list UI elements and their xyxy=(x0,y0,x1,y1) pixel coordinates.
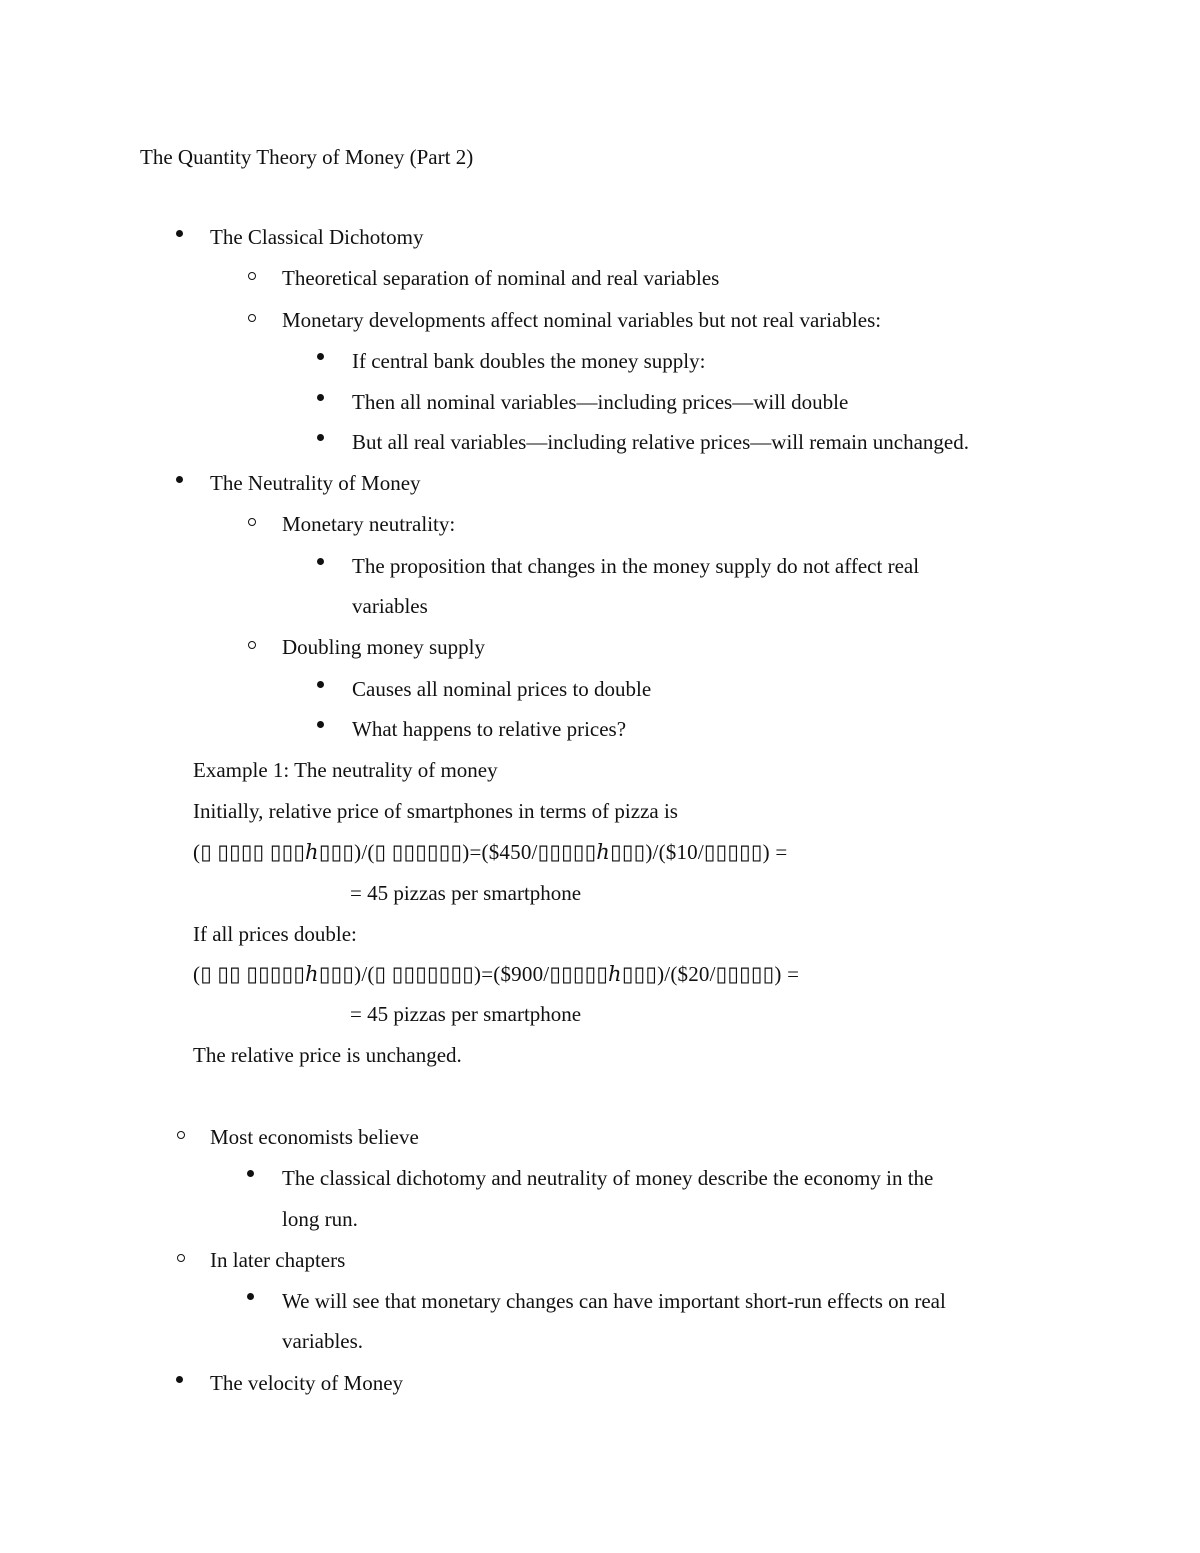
example-heading: Example 1: The neutrality of money xyxy=(193,758,498,782)
neutrality-bullet-3: What happens to relative prices? xyxy=(352,717,627,741)
bullet-ring xyxy=(248,641,256,649)
bullet-dot xyxy=(176,476,183,483)
neutrality-bullet-1-line-1: The proposition that changes in the money supply do not affect real xyxy=(352,554,920,578)
bullet-dot xyxy=(317,721,324,728)
classical-sub-1: Theoretical separation of nominal and real variables xyxy=(282,266,720,290)
beliefs-bullet-2-line-1: We will see that monetary changes can have important short-run effects on real xyxy=(282,1289,946,1313)
classical-bullet-3: But all real variables—including relative prices—will remain unchanged. xyxy=(352,430,969,454)
neutrality-bullet-1-line-2: variables xyxy=(352,594,428,618)
neutrality-sub-1: Monetary neutrality: xyxy=(282,512,456,536)
bullet-ring xyxy=(248,518,256,526)
classical-bullet-2: Then all nominal variables—including prices—will double xyxy=(352,390,849,414)
classical-sub-2: Monetary developments affect nominal variables but not real variables: xyxy=(282,308,882,332)
bullet-dot xyxy=(317,681,324,688)
page-title: The Quantity Theory of Money (Part 2) xyxy=(140,145,474,169)
bullet-ring xyxy=(177,1131,185,1139)
example-if-double: If all prices double: xyxy=(193,922,357,946)
bullet-ring xyxy=(177,1254,185,1262)
heading-neutrality-of-money: The Neutrality of Money xyxy=(210,471,421,495)
bullet-ring xyxy=(248,314,256,322)
heading-velocity-of-money: The velocity of Money xyxy=(210,1371,404,1395)
bullet-dot xyxy=(176,230,183,237)
bullet-dot xyxy=(317,394,324,401)
example-equation-1: (▯ ▯▯▯▯ ▯▯▯ℎ▯▯▯)/(▯ ▯▯▯▯▯▯)=($450/▯▯▯▯▯ℎ▯▯▯)/($10/▯▯▯▯▯) = xyxy=(193,840,788,864)
neutrality-bullet-2: Causes all nominal prices to double xyxy=(352,677,652,701)
example-intro: Initially, relative price of smartphones in terms of pizza is xyxy=(193,799,678,823)
bullet-dot xyxy=(247,1293,254,1300)
example-conclusion: The relative price is unchanged. xyxy=(193,1043,462,1067)
bullet-dot xyxy=(317,434,324,441)
example-result-2: = 45 pizzas per smartphone xyxy=(350,1002,582,1026)
bullet-dot xyxy=(317,558,324,565)
beliefs-sub-2: In later chapters xyxy=(210,1248,346,1272)
bullet-ring xyxy=(248,272,256,280)
beliefs-bullet-1-line-2: long run. xyxy=(282,1207,358,1231)
beliefs-bullet-2-line-2: variables. xyxy=(282,1329,364,1353)
example-result-1: = 45 pizzas per smartphone xyxy=(350,881,582,905)
bullet-dot xyxy=(247,1170,254,1177)
example-equation-2: (▯ ▯▯ ▯▯▯▯▯ℎ▯▯▯)/(▯ ▯▯▯▯▯▯▯)=($900/▯▯▯▯▯ℎ▯▯▯)/($20/▯▯▯▯▯) = xyxy=(193,962,800,986)
neutrality-sub-2: Doubling money supply xyxy=(282,635,485,659)
heading-classical-dichotomy: The Classical Dichotomy xyxy=(210,225,424,249)
beliefs-bullet-1-line-1: The classical dichotomy and neutrality of money describe the economy in the xyxy=(282,1166,934,1190)
bullet-dot xyxy=(317,353,324,360)
classical-bullet-1: If central bank doubles the money supply: xyxy=(352,349,706,373)
bullet-dot xyxy=(176,1376,183,1383)
beliefs-sub-1: Most economists believe xyxy=(210,1125,419,1149)
